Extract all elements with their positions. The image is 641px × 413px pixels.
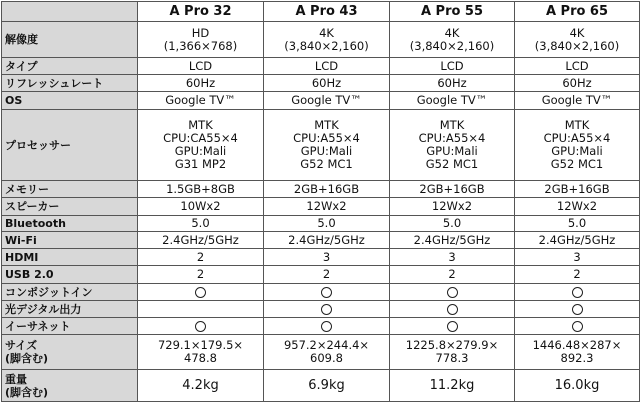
cell-line: GPU:Mali: [551, 144, 603, 158]
spec-cell: [264, 335, 390, 370]
spec-cell: [515, 335, 640, 370]
supported-circle-icon: [195, 287, 206, 298]
spec-cell: [264, 198, 390, 216]
cell-line: 1.5GB+8GB: [166, 181, 235, 196]
spec-cell: [138, 335, 264, 370]
spec-row-resolution: [2, 22, 640, 58]
spec-row-os: [2, 92, 640, 110]
spec-cell: [390, 58, 515, 75]
cell-line: GPU:Mali: [174, 144, 227, 158]
cell-line: 2: [196, 249, 205, 264]
cell-line: G31 MP2: [174, 157, 227, 171]
cell-line: 12Wx2: [556, 199, 598, 213]
spec-cell: [390, 335, 515, 370]
spec-row-ethernet: [2, 318, 640, 335]
spec-row-processor: [2, 110, 640, 181]
spec-cell: [264, 75, 390, 92]
cell-line: 892.3: [560, 351, 594, 365]
cell-line: Google TV™: [165, 93, 236, 107]
row-label-line: HDMI: [5, 250, 39, 264]
cell-line: 5.0: [317, 216, 336, 230]
spec-cell: [138, 181, 264, 198]
spec-row-memory: [2, 181, 640, 198]
cell-line: Google TV™: [541, 93, 613, 107]
row-label: [2, 266, 138, 284]
spec-cell: [390, 284, 515, 301]
cell-line: 5.0: [191, 216, 210, 230]
spec-row-speaker: [2, 198, 640, 216]
row-label-line: USB 2.0: [5, 268, 54, 281]
cell-line: 2: [448, 267, 456, 281]
cell-line: 4K: [319, 25, 334, 40]
cell-line: GPU:Mali: [300, 144, 353, 158]
spec-cell: [390, 249, 515, 266]
spec-row-refresh: [2, 75, 640, 92]
cell-line: 4.2kg: [182, 378, 219, 393]
spec-cell: [264, 318, 390, 335]
cell-line: LCD: [565, 58, 589, 73]
cell-line: 5.0: [567, 216, 587, 230]
row-label-line: Wi-Fi: [5, 233, 37, 247]
cell-line: 16.0kg: [554, 378, 600, 393]
row-label: [2, 75, 138, 92]
spec-cell: [515, 284, 640, 301]
cell-line: 1446.48×287×: [532, 338, 622, 352]
spec-cell: [264, 181, 390, 198]
spec-cell: [138, 370, 264, 402]
cell-line: CPU:CA55×4: [163, 131, 238, 145]
row-label-line: コンポジットイン: [5, 285, 93, 299]
spec-cell: [515, 318, 640, 335]
row-label-line: OS: [5, 94, 23, 107]
cell-line: 778.3: [435, 351, 469, 365]
row-label: [2, 232, 138, 249]
cell-line: (3,840×2,160): [409, 38, 495, 53]
supported-circle-icon: [321, 287, 332, 298]
row-label-line: イーサネット: [5, 319, 71, 333]
row-label: [2, 318, 138, 335]
spec-row-optical: [2, 301, 640, 318]
cell-line: 1225.8×279.9×: [405, 338, 499, 352]
cell-line: G52 MC1: [550, 157, 604, 171]
cell-line: Google TV™: [291, 93, 362, 107]
row-label-line: リフレッシュレート: [5, 76, 104, 90]
cell-line: (3,840×2,160): [284, 38, 369, 53]
cell-line: 957.2×244.4×: [283, 338, 370, 352]
supported-circle-icon: [572, 304, 583, 315]
spec-cell: [264, 232, 390, 249]
row-label: [2, 22, 138, 58]
spec-cell: [515, 75, 640, 92]
cell-line: 4K: [444, 25, 460, 40]
cell-line: Google TV™: [416, 93, 488, 107]
spec-cell: [264, 58, 390, 75]
row-label: [2, 181, 138, 198]
cell-line: 6.9kg: [308, 378, 345, 393]
spec-cell: [138, 301, 264, 318]
cell-line: 729.1×179.5×: [157, 338, 244, 352]
spec-cell: [138, 75, 264, 92]
row-label-line: タイプ: [5, 59, 38, 73]
cell-line: GPU:Mali: [426, 144, 478, 158]
spec-cell: [390, 198, 515, 216]
spec-cell: [515, 92, 640, 110]
cell-line: 2: [196, 267, 205, 281]
spec-cell: [390, 181, 515, 198]
cell-line: 12Wx2: [431, 199, 473, 213]
supported-circle-icon: [447, 287, 458, 298]
corner-cell: [2, 2, 138, 22]
spec-cell: [138, 318, 264, 335]
spec-cell: [264, 249, 390, 266]
spec-cell: [390, 370, 515, 402]
cell-line: 3: [573, 249, 581, 264]
cell-line: 2.4GHz/5GHz: [288, 232, 365, 247]
cell-line: 2: [573, 267, 581, 281]
spec-cell: [390, 92, 515, 110]
spec-row-weight: [2, 370, 640, 402]
row-label-line: スピーカー: [5, 200, 60, 213]
spec-cell: [138, 266, 264, 284]
spec-cell: [264, 284, 390, 301]
spec-cell: [264, 92, 390, 110]
cell-line: 2GB+16GB: [544, 181, 610, 196]
cell-line: CPU:A55×4: [418, 131, 486, 145]
cell-line: LCD: [314, 58, 339, 73]
cell-line: 10Wx2: [180, 199, 221, 213]
spec-cell: [264, 370, 390, 402]
spec-cell: [138, 92, 264, 110]
supported-circle-icon: [447, 304, 458, 315]
cell-line: LCD: [188, 58, 213, 73]
spec-row-usb: [2, 266, 640, 284]
cell-line: 5.0: [442, 216, 462, 230]
cell-line: 60Hz: [562, 75, 592, 90]
cell-line: 2GB+16GB: [293, 181, 360, 196]
spec-cell: [138, 58, 264, 75]
row-label-line: (脚含む): [5, 352, 49, 365]
spec-cell: [515, 216, 640, 232]
cell-line: (3,840×2,160): [534, 38, 620, 53]
spec-cell: [138, 232, 264, 249]
cell-line: 3: [322, 249, 331, 264]
cell-line: 3: [448, 249, 456, 264]
spec-cell: [138, 22, 264, 58]
row-label-line: Bluetooth: [5, 217, 66, 230]
row-label: [2, 198, 138, 216]
spec-cell: [515, 110, 640, 181]
row-label-line: 解像度: [5, 33, 38, 46]
cell-line: 11.2kg: [429, 378, 475, 393]
model-header: A Pro 43: [264, 2, 390, 22]
cell-line: 2.4GHz/5GHz: [413, 232, 491, 247]
spec-cell: [515, 22, 640, 58]
cell-line: MTK: [188, 118, 213, 132]
spec-row-type: [2, 58, 640, 75]
model-header: A Pro 32: [138, 2, 264, 22]
spec-cell: [390, 216, 515, 232]
spec-cell: [390, 110, 515, 181]
supported-circle-icon: [572, 287, 583, 298]
spec-cell: [138, 249, 264, 266]
cell-line: MTK: [439, 118, 465, 132]
cell-line: 60Hz: [311, 75, 342, 90]
row-label-line: 重量: [5, 372, 27, 386]
row-label: [2, 335, 138, 370]
row-label: [2, 92, 138, 110]
spec-cell: [515, 232, 640, 249]
cell-line: 478.8: [184, 351, 217, 365]
spec-cell: [264, 110, 390, 181]
cell-line: 2GB+16GB: [419, 181, 485, 196]
row-label: [2, 58, 138, 75]
spec-row-composite: [2, 284, 640, 301]
spec-row-size: [2, 335, 640, 370]
cell-line: 2: [322, 267, 331, 281]
row-label: [2, 370, 138, 402]
spec-cell: [390, 301, 515, 318]
spec-row-wifi: [2, 232, 640, 249]
spec-cell: [264, 216, 390, 232]
row-label: [2, 110, 138, 181]
supported-circle-icon: [447, 321, 458, 332]
spec-cell: [390, 75, 515, 92]
cell-line: G52 MC1: [425, 157, 479, 171]
cell-line: 2.4GHz/5GHz: [162, 232, 239, 247]
spec-cell: [515, 249, 640, 266]
cell-line: CPU:A55×4: [543, 131, 611, 145]
spec-cell: [390, 22, 515, 58]
cell-line: MTK: [314, 118, 339, 132]
spec-cell: [515, 58, 640, 75]
spec-table: [1, 1, 640, 402]
spec-cell: [138, 284, 264, 301]
row-label-line: プロセッサー: [5, 138, 71, 152]
cell-line: LCD: [440, 58, 464, 73]
cell-line: (1,366×768): [163, 38, 238, 53]
spec-cell: [515, 301, 640, 318]
spec-cell: [515, 370, 640, 402]
cell-line: 60Hz: [185, 75, 216, 90]
spec-cell: [138, 198, 264, 216]
spec-cell: [390, 232, 515, 249]
row-label-line: (脚含む): [5, 385, 49, 399]
cell-line: 4K: [569, 25, 585, 40]
spec-cell: [264, 301, 390, 318]
cell-line: G52 MC1: [300, 157, 353, 171]
spec-cell: [515, 266, 640, 284]
cell-line: CPU:A55×4: [293, 131, 360, 145]
spec-cell: [264, 22, 390, 58]
spec-cell: [390, 266, 515, 284]
spec-row-bluetooth: [2, 216, 640, 232]
model-header: A Pro 65: [515, 2, 640, 22]
cell-line: 2.4GHz/5GHz: [538, 232, 616, 247]
supported-circle-icon: [321, 304, 332, 315]
header-row: [2, 2, 640, 22]
supported-circle-icon: [321, 321, 332, 332]
row-label: [2, 301, 138, 318]
spec-cell: [515, 198, 640, 216]
cell-line: 60Hz: [437, 75, 467, 90]
cell-line: 12Wx2: [306, 199, 347, 213]
row-label-line: 光デジタル出力: [5, 302, 82, 316]
row-label-line: メモリー: [5, 182, 49, 196]
spec-cell: [515, 181, 640, 198]
spec-cell: [390, 318, 515, 335]
spec-cell: [138, 216, 264, 232]
cell-line: HD: [191, 25, 210, 40]
cell-line: MTK: [564, 118, 590, 132]
row-label: [2, 216, 138, 232]
row-label: [2, 284, 138, 301]
model-header: A Pro 55: [390, 2, 515, 22]
cell-line: 609.8: [310, 351, 343, 365]
row-label-line: サイズ: [5, 339, 38, 352]
spec-cell: [138, 110, 264, 181]
supported-circle-icon: [195, 321, 206, 332]
spec-cell: [264, 266, 390, 284]
supported-circle-icon: [572, 321, 583, 332]
row-label: [2, 249, 138, 266]
spec-row-hdmi: [2, 249, 640, 266]
